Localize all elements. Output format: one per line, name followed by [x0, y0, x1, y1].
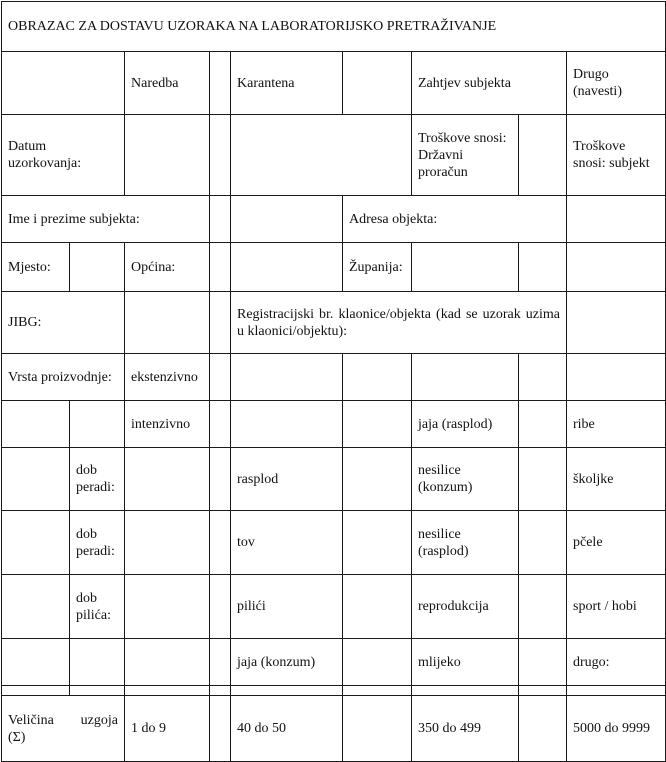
- opcina-spacer: [210, 243, 231, 292]
- ekstenzivno-field-a[interactable]: [231, 354, 343, 401]
- intenzivno-label: intenzivno: [125, 401, 210, 448]
- dob-label-line1: dob: [76, 463, 97, 478]
- intenzivno-blank-b: [70, 401, 125, 448]
- dob-label-line1: dob: [76, 526, 97, 542]
- header-drugo: [567, 52, 666, 115]
- checkbox-nesilice-konzum[interactable]: [519, 448, 567, 511]
- ekstenzivno-field-c[interactable]: [412, 354, 519, 401]
- datum-label-line1: Datum: [8, 139, 47, 154]
- velicina-5000-do-9999: 5000 do 9999: [567, 696, 666, 762]
- ribe-label: ribe: [567, 401, 666, 448]
- datum-uzorkovanja-label: [2, 115, 125, 196]
- misc-spacer: [210, 639, 231, 686]
- dob-label-line2: peradi:: [76, 480, 115, 495]
- velicina-uzgoja-label: [2, 696, 125, 762]
- velicina-label-line1: Veličina uzgoja: [8, 712, 118, 728]
- checkbox-troskovi-proracun[interactable]: [519, 115, 567, 196]
- datum-uzorkovanja-field[interactable]: [125, 115, 210, 196]
- jaja-rasplod-label: jaja (rasplod): [412, 401, 519, 448]
- dob-pilica-field[interactable]: [125, 575, 210, 639]
- mjesto-label: Mjesto:: [2, 243, 70, 292]
- ekstenzivno-field-b[interactable]: [343, 354, 412, 401]
- velicina-40-do-50: 40 do 50: [231, 696, 343, 762]
- jibg-field[interactable]: [125, 292, 210, 354]
- separator-cell: [412, 686, 519, 696]
- troskovi-subjekt-line2: snosi: subjekt: [573, 156, 650, 171]
- mjesto-field[interactable]: [70, 243, 125, 292]
- checkbox-jaja-rasplod[interactable]: [519, 401, 567, 448]
- misc-field[interactable]: [125, 639, 210, 686]
- separator-cell: [2, 686, 70, 696]
- zupanija-extra-a[interactable]: [519, 243, 567, 292]
- dob-row-blank: [2, 575, 70, 639]
- zupanija-field[interactable]: [412, 243, 519, 292]
- pcele-label: pčele: [567, 511, 666, 575]
- pilici-label: pilići: [231, 575, 343, 639]
- dob-peradi-field[interactable]: [125, 511, 210, 575]
- opcina-field[interactable]: [231, 243, 343, 292]
- ime-prezime-field-a[interactable]: [210, 196, 231, 243]
- datum-field-extended[interactable]: [231, 115, 412, 196]
- dob-pilica-spacer: [210, 575, 231, 639]
- reprodukcija-label: reprodukcija: [412, 575, 519, 639]
- adresa-objekta-field[interactable]: [567, 196, 666, 243]
- dob-peradi-spacer: [210, 448, 231, 511]
- adresa-objekta-label: Adresa objekta:: [343, 196, 567, 243]
- separator-cell: [70, 686, 125, 696]
- troskovi-subjekt-label: [567, 115, 666, 196]
- rasplod-label: rasplod: [231, 448, 343, 511]
- dob-label-line2: peradi:: [76, 543, 115, 559]
- header-drugo-line2: (navesti): [573, 84, 622, 99]
- dob-row-blank: [2, 448, 70, 511]
- sport-hobi-label: sport / hobi: [567, 575, 666, 639]
- drugo-label: drugo:: [567, 639, 666, 686]
- separator-cell: [231, 686, 343, 696]
- ekstenzivno-field-e[interactable]: [567, 354, 666, 401]
- dob-peradi-label: [70, 511, 125, 575]
- velicina-1-do-9: 1 do 9: [125, 696, 210, 762]
- registracijski-broj-field[interactable]: [567, 292, 666, 354]
- checkbox-jaja-konzum[interactable]: [343, 639, 412, 686]
- checkbox-tov[interactable]: [343, 511, 412, 575]
- intenzivno-blank-a: [2, 401, 70, 448]
- separator-cell: [343, 686, 412, 696]
- velicina-350-do-499: 350 do 499: [412, 696, 519, 762]
- jibg-label: JIBG:: [2, 292, 125, 354]
- velicina-label-line2: (Σ): [8, 729, 26, 745]
- troskovi-proracun-line1: Troškove snosi:: [418, 130, 507, 146]
- dob-row-blank: [2, 511, 70, 575]
- dob-label-line1: dob: [76, 590, 97, 606]
- vrsta-proizvodnje-label: Vrsta proizvodnje:: [2, 354, 125, 401]
- checkbox-naredba[interactable]: [210, 52, 231, 115]
- registracijski-broj-label: Registracijski br. klaonice/objekta (kad se uzorak uzima u klaonici/objektu):: [231, 292, 567, 354]
- separator-cell: [125, 686, 210, 696]
- misc-blank-b: [70, 639, 125, 686]
- troskovi-proracun-line2: Državni: [418, 147, 464, 163]
- jaja-konzum-label: jaja (konzum): [231, 639, 343, 686]
- ekstenzivno-label: ekstenzivno: [125, 354, 210, 401]
- dob-label-line2: pilića:: [76, 607, 111, 623]
- checkbox-velicina-2[interactable]: [343, 696, 412, 762]
- zupanija-extra-b[interactable]: [567, 243, 666, 292]
- nesilice-konzum-label: nesilice (konzum): [412, 448, 519, 511]
- checkbox-nesilice-rasplod[interactable]: [519, 511, 567, 575]
- dob-peradi-field[interactable]: [125, 448, 210, 511]
- ekstenzivno-field-d[interactable]: [519, 354, 567, 401]
- datum-field-spacer: [210, 115, 231, 196]
- checkbox-velicina-1[interactable]: [210, 696, 231, 762]
- checkbox-intenzivno[interactable]: [210, 401, 231, 448]
- checkbox-mlijeko[interactable]: [519, 639, 567, 686]
- tov-label: tov: [231, 511, 343, 575]
- troskovi-drzavni-proracun-label: [412, 115, 519, 196]
- checkbox-rasplod[interactable]: [343, 448, 412, 511]
- header-karantena: Karantena: [231, 52, 343, 115]
- header-zahtjev-subjekta: Zahtjev subjekta: [412, 52, 567, 115]
- skoljke-label: školjke: [567, 448, 666, 511]
- form-title: OBRAZAC ZA DOSTAVU UZORAKA NA LABORATORIJSKO PRETRAŽIVANJE: [2, 2, 666, 52]
- opcina-label: Općina:: [125, 243, 210, 292]
- checkbox-velicina-3[interactable]: [519, 696, 567, 762]
- sample-submission-form-table: [1, 1, 666, 762]
- separator-cell: [519, 686, 567, 696]
- dob-peradi-spacer: [210, 511, 231, 575]
- checkbox-pilici[interactable]: [343, 575, 412, 639]
- header-naredba: Naredba: [125, 52, 210, 115]
- troskovi-proracun-line3: proračun: [418, 164, 468, 180]
- separator-cell: [567, 686, 666, 696]
- dob-peradi-label: [70, 448, 125, 511]
- intenzivno-field-a[interactable]: [231, 401, 343, 448]
- misc-blank-a: [2, 639, 70, 686]
- ime-prezime-label: Ime i prezime subjekta:: [2, 196, 210, 243]
- intenzivno-field-b[interactable]: [343, 401, 412, 448]
- header-blank-cell[interactable]: [2, 52, 125, 115]
- mlijeko-label: mlijeko: [412, 639, 519, 686]
- ime-prezime-field-b[interactable]: [231, 196, 343, 243]
- separator-cell: [210, 686, 231, 696]
- checkbox-reprodukcija[interactable]: [519, 575, 567, 639]
- nesilice-rasplod-label: nesilice (rasplod): [412, 511, 519, 575]
- dob-pilica-label: [70, 575, 125, 639]
- checkbox-ekstenzivno[interactable]: [210, 354, 231, 401]
- datum-label-line2: uzorkovanja:: [8, 156, 82, 171]
- jibg-spacer: [210, 292, 231, 354]
- troskovi-subjekt-line1: Troškove: [573, 139, 626, 154]
- header-drugo-line1: Drugo: [573, 67, 609, 82]
- checkbox-karantena[interactable]: [343, 52, 412, 115]
- zupanija-label: Županija:: [343, 243, 412, 292]
